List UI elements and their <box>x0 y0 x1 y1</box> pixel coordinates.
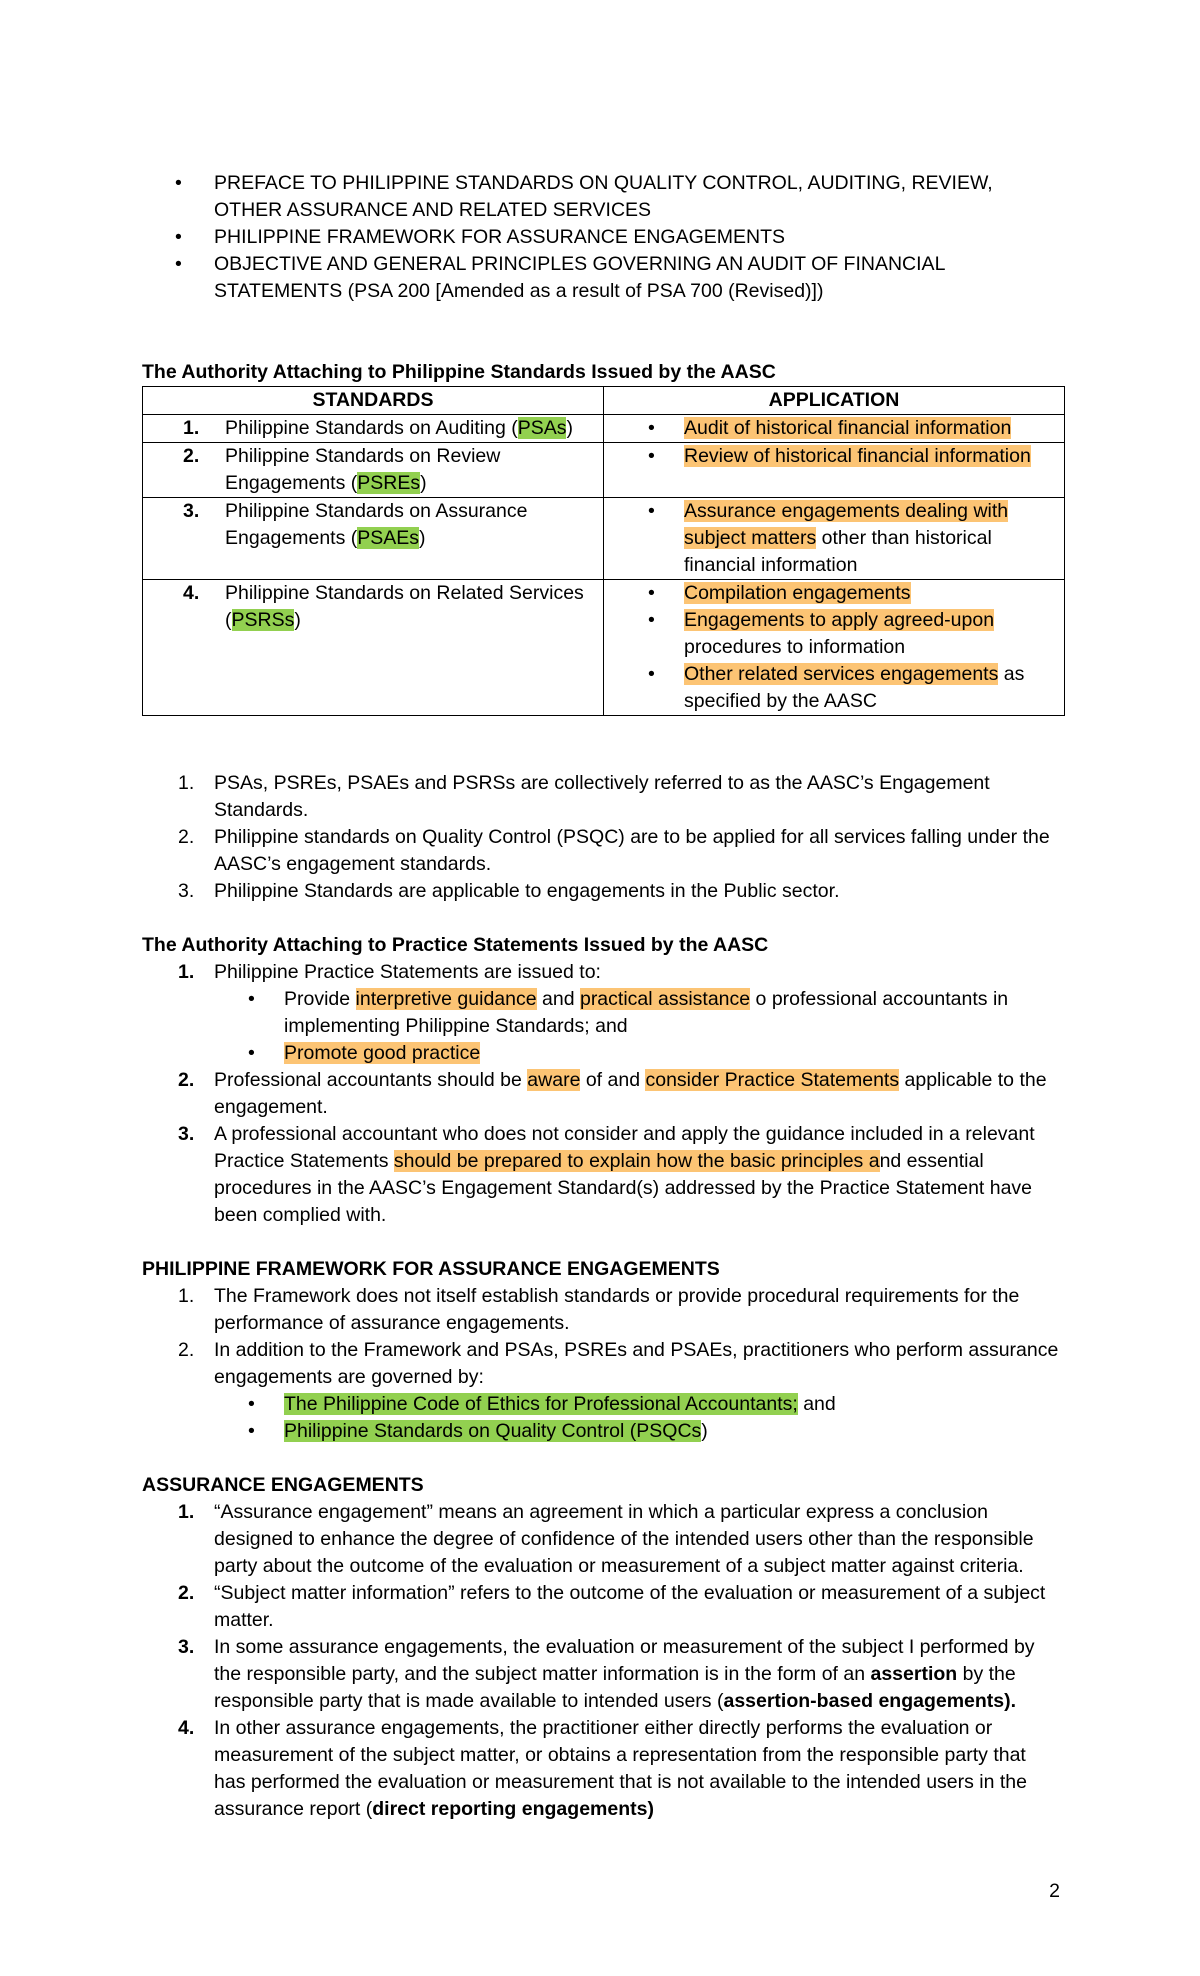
text-highlight: practical assistance <box>579 988 751 1010</box>
list-number: 2. <box>178 1582 195 1604</box>
list-item <box>142 1337 1062 1391</box>
list-text: ) <box>701 1420 708 1442</box>
list-text: PSAs, PSREs, PSAEs and PSRSs are collectively referred to as the AASC’s Engagement Standards. <box>214 772 990 821</box>
list-text: “Subject matter information” refers to the outcome of the evaluation or measurement of a subject matter. <box>214 1582 1046 1631</box>
list-number: 1. <box>178 961 195 983</box>
list-number: 4. <box>178 1717 195 1739</box>
application-highlight: Other related services engagements <box>684 663 999 685</box>
application-item <box>604 607 1058 661</box>
list-text: and <box>797 1393 836 1415</box>
list-item <box>142 959 1062 986</box>
row-number: 1. <box>183 417 200 439</box>
text-highlight: consider Practice Statements <box>645 1069 900 1091</box>
sub-bullet <box>142 1040 1062 1067</box>
list-item <box>142 1580 1062 1634</box>
column-header-application: APPLICATION <box>604 387 1065 415</box>
page-number: 2 <box>1049 1880 1060 1902</box>
text-highlight: The Philippine Code of Ethics for Professional Accountants; <box>284 1393 798 1415</box>
text-highlight: aware <box>527 1069 581 1091</box>
list-text: by the responsible party that is made available to intended users ( <box>214 1663 1016 1712</box>
table-row <box>143 498 1065 580</box>
application-item <box>604 415 1058 442</box>
list-number: 1. <box>178 1501 195 1523</box>
list-text: Philippine standards on Quality Control (PSQC) are to be applied for all services falling under the AASC’s engagement standards. <box>214 826 1050 875</box>
document-page <box>142 170 1062 1823</box>
intro-bullet: • PHILIPPINE FRAMEWORK FOR ASSURANCE ENGAGEMENTS <box>142 224 1062 251</box>
row-number: 3. <box>183 500 200 522</box>
list-number: 3. <box>178 1636 195 1658</box>
text-highlight: interpretive guidance <box>355 988 537 1010</box>
application-text: other than historical financial information <box>684 527 992 576</box>
table-header-row <box>143 387 1065 415</box>
table-row <box>143 580 1065 716</box>
application-highlight: Audit of historical financial information <box>684 417 1012 439</box>
application-highlight: Review of historical financial information <box>684 445 1031 467</box>
list-text: Philippine Standards are applicable to engagements in the Public sector. <box>214 880 840 902</box>
list-text: o professional accountants in implementing Philippine Standards; and <box>284 988 1009 1037</box>
list-text: nd essential procedures in the AASC’s Engagement Standard(s) addressed by the Practice Statement have been complied with. <box>214 1150 1033 1226</box>
intro-bullet: • OBJECTIVE AND GENERAL PRINCIPLES GOVERNING AN AUDIT OF FINANCIAL STATEMENTS (PSA 200 [Amended as a result of PSA 700 (Revised)]) <box>142 251 1062 305</box>
column-header-standards: STANDARDS <box>143 387 604 415</box>
list-text: Professional accountants should be <box>214 1069 528 1091</box>
list-text: and <box>536 988 580 1010</box>
section-heading-assurance: ASSURANCE ENGAGEMENTS <box>142 1474 424 1496</box>
list-item <box>142 1121 1062 1229</box>
list-number: 2. <box>178 1069 195 1091</box>
table-row <box>143 415 1065 443</box>
section-heading-framework: PHILIPPINE FRAMEWORK FOR ASSURANCE ENGAGEMENTS <box>142 1258 720 1280</box>
application-item <box>604 580 1058 607</box>
standard-cell <box>143 415 604 443</box>
standard-text: Philippine Standards on Assurance Engagements ( <box>225 500 528 549</box>
text-highlight: Philippine Standards on Quality Control (PSQCs <box>284 1420 702 1442</box>
standard-cell <box>143 443 604 498</box>
list-item <box>142 1715 1062 1823</box>
assurance-list <box>142 1499 1062 1823</box>
practice-statements-list <box>142 959 1062 1229</box>
list-item <box>142 1634 1062 1715</box>
list-item <box>142 878 1062 905</box>
application-text: procedures to information <box>684 636 906 658</box>
list-number: 2. <box>178 826 195 848</box>
bold-term: assertion-based engagements). <box>723 1690 1017 1712</box>
standard-cell <box>143 580 604 716</box>
application-highlight: Engagements to apply agreed-upon <box>684 609 995 631</box>
authority-standards-table <box>142 386 1065 716</box>
list-item <box>142 1283 1062 1337</box>
application-cell <box>604 443 1065 498</box>
application-highlight: Compilation engagements <box>684 582 911 604</box>
sub-bullet <box>142 1418 1062 1445</box>
list-number: 3. <box>178 880 195 902</box>
standard-abbrev-highlight: PSAEs <box>357 527 420 549</box>
intro-bullet-list <box>142 170 1062 305</box>
list-text: The Framework does not itself establish standards or provide procedural requirements for the performance of assurance engagements. <box>214 1285 1020 1334</box>
list-text: of and <box>580 1069 646 1091</box>
table-row <box>143 443 1065 498</box>
list-text: In some assurance engagements, the evaluation or measurement of the subject I performed by the responsible party, and the subject matter information is in the form of an <box>214 1636 1035 1685</box>
list-number: 1. <box>178 772 195 794</box>
framework-list <box>142 1283 1062 1445</box>
standards-notes-list <box>142 770 1062 905</box>
text-highlight: Promote good practice <box>284 1042 481 1064</box>
list-text: A professional accountant who does not consider and apply the guidance included in a relevant Practice Statements <box>214 1123 1035 1172</box>
list-text: In other assurance engagements, the practitioner either directly performs the evaluation or measurement of the subject matter, or obtains a representation from the responsible party that has performed the evaluation or measurement that is not available to the intended users in the assurance report ( <box>214 1717 1027 1820</box>
standard-abbrev-highlight: PSRSs <box>231 609 295 631</box>
section-heading-practice-statements: The Authority Attaching to Practice Statements Issued by the AASC <box>142 934 769 956</box>
text-highlight: should be prepared to explain how the basic principles a <box>393 1150 880 1172</box>
row-number: 4. <box>183 582 200 604</box>
application-cell <box>604 498 1065 580</box>
list-item <box>142 770 1062 824</box>
list-item <box>142 824 1062 878</box>
standard-text: Philippine Standards on Auditing ( <box>225 417 518 439</box>
standard-text: ) <box>419 527 426 549</box>
list-text: Philippine Practice Statements are issued to: <box>214 961 601 983</box>
sub-bullet <box>142 1391 1062 1418</box>
bold-term: direct reporting engagements) <box>372 1798 654 1820</box>
application-cell <box>604 580 1065 716</box>
list-item <box>142 1499 1062 1580</box>
list-number: 3. <box>178 1123 195 1145</box>
list-number: 2. <box>178 1339 195 1361</box>
sub-bullet <box>142 986 1062 1040</box>
application-highlight: Assurance engagements dealing with subject matters <box>684 500 1009 549</box>
standard-text: ) <box>420 472 427 494</box>
list-number: 1. <box>178 1285 195 1307</box>
standard-text: Philippine Standards on Review Engagements ( <box>225 445 501 494</box>
application-text: as specified by the AASC <box>684 663 1025 712</box>
row-number: 2. <box>183 445 200 467</box>
list-text: Provide <box>284 988 356 1010</box>
standard-abbrev-highlight: PSAs <box>517 417 567 439</box>
bold-term: assertion <box>870 1663 958 1685</box>
application-item <box>604 661 1058 715</box>
section-heading-authority-standards: The Authority Attaching to Philippine Standards Issued by the AASC <box>142 361 776 383</box>
application-cell <box>604 415 1065 443</box>
application-item <box>604 443 1058 470</box>
intro-bullet: • PREFACE TO PHILIPPINE STANDARDS ON QUALITY CONTROL, AUDITING, REVIEW, OTHER ASSURANCE AND RELATED SERVICES <box>142 170 1062 224</box>
list-text: “Assurance engagement” means an agreement in which a particular express a conclusion designed to enhance the degree of confidence of the intended users other than the responsible party about the outcome of the evaluation or measurement of a subject matter against criteria. <box>214 1501 1034 1577</box>
list-text: applicable to the engagement. <box>214 1069 1047 1118</box>
standard-text: ) <box>294 609 301 631</box>
list-item <box>142 1067 1062 1121</box>
application-item <box>604 498 1058 579</box>
list-text: In addition to the Framework and PSAs, PSREs and PSAEs, practitioners who perform assurance engagements are governed by: <box>214 1339 1059 1388</box>
standard-cell <box>143 498 604 580</box>
standard-abbrev-highlight: PSREs <box>357 472 421 494</box>
standard-text: ) <box>566 417 573 439</box>
standard-text: Philippine Standards on Related Services ( <box>225 582 584 631</box>
